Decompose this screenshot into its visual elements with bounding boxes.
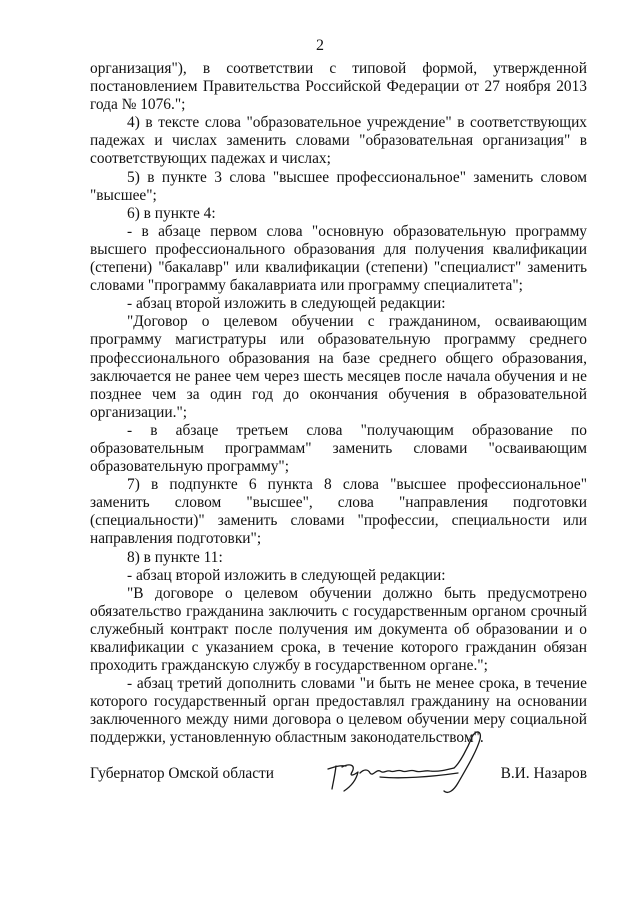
paragraph: организация"), в соответствии с типовой формой, утвержденной постановлением Правительства Российской Федерации от 27 ноября 2013 года № 1076."; (90, 60, 587, 114)
paragraph: "Договор о целевом обучении с гражданином, осваивающим программу магистратуры или образовательную программу среднего профессионального образования на базе среднего общего образования, заключается не ранее чем через шесть месяцев после начала обучения и не позднее чем за один год до окончания обучения в образовательной организации."; (90, 313, 587, 421)
paragraph: - абзац второй изложить в следующей редакции: (127, 295, 446, 313)
page-number: 2 (316, 37, 324, 54)
paragraph: 7) в подпункте 6 пункта 8 слова "высшее профессиональное" заменить словом "высшее", слова "направления подготовки (специальности)" заменить словами "профессии, специальности или направления подготовки"; (90, 476, 587, 548)
paragraph: - в абзаце первом слова "основную образовательную программу высшего профессионального образования для получения квалификации (степени) "бакалавр" или квалификации (степени) "специалист" заменить словами "программу бакалавриата или программу специалитета"; (90, 222, 587, 295)
paragraph: - абзац третий дополнить словами "и быть не менее срока, в течение которого государственный орган предоставлял гражданину на основании заключенного между ними договора о целевом обучении меру социальной поддержки, установленную областным законодательством". (90, 675, 587, 747)
signature-block (90, 757, 587, 797)
signature-strokes (328, 732, 480, 793)
paragraph: - абзац второй изложить в следующей редакции: (127, 566, 446, 584)
handwritten-signature (320, 725, 490, 797)
paragraph: 6) в пункте 4: (127, 204, 216, 222)
paragraph: - в абзаце третьем слова "получающим образование по образовательным программам" заменить словами "осваивающим образовательную программу"; (90, 421, 587, 476)
paragraph: "В договоре о целевом обучении должно быть предусмотрено обязательство гражданина заключить с государственным органом срочный служебный контракт после получения им документа об образовании и о квалификации с указанием срока, в течение которого гражданин обязан проходить гражданскую службу в государственном органе."; (90, 584, 587, 675)
document-body (90, 60, 587, 748)
signer-name: В.И. Назаров (500, 765, 587, 782)
paragraph: 8) в пункте 11: (127, 548, 223, 566)
paragraph: 4) в тексте слова "образовательное учреждение" в соответствующих падежах и числах заменить словами "образовательная организация" в соответствующих падежах и числах; (90, 114, 587, 168)
signer-title: Губернатор Омской области (90, 765, 274, 782)
paragraph: 5) в пункте 3 слова "высшее профессиональное" заменить словом "высшее"; (90, 168, 587, 204)
